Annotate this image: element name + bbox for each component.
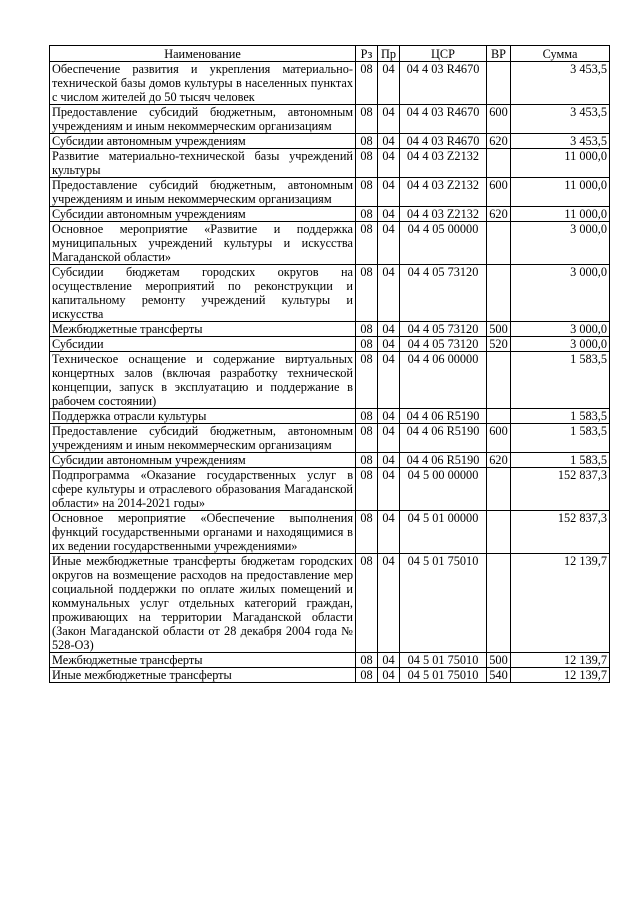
- name-cell: Субсидии бюджетам городских округов на осуществление мероприятий по реконструкции и капитальному ремонту учреждений культуры и искусства: [50, 265, 356, 322]
- csr-cell: 04 4 03 R4670: [400, 62, 487, 105]
- sum-cell: 3 453,5: [511, 105, 610, 134]
- vr-cell: [487, 265, 511, 322]
- rz-cell: 08: [356, 178, 378, 207]
- vr-cell: [487, 62, 511, 105]
- rz-cell: 08: [356, 409, 378, 424]
- rz-cell: 08: [356, 352, 378, 409]
- name-cell: Субсидии автономным учреждениям: [50, 453, 356, 468]
- pr-cell: 04: [378, 178, 400, 207]
- table-row: [50, 222, 610, 265]
- sum-cell: 1 583,5: [511, 409, 610, 424]
- name-cell: Поддержка отрасли культуры: [50, 409, 356, 424]
- csr-cell: 04 5 01 75010: [400, 668, 487, 683]
- table-row: [50, 668, 610, 683]
- vr-cell: 600: [487, 424, 511, 453]
- pr-cell: 04: [378, 105, 400, 134]
- vr-cell: [487, 409, 511, 424]
- name-cell: Межбюджетные трансферты: [50, 322, 356, 337]
- header-name: Наименование: [50, 46, 356, 62]
- vr-cell: 620: [487, 453, 511, 468]
- sum-cell: 11 000,0: [511, 149, 610, 178]
- table-row: [50, 352, 610, 409]
- table-row: [50, 653, 610, 668]
- csr-cell: 04 4 05 73120: [400, 265, 487, 322]
- sum-cell: 1 583,5: [511, 453, 610, 468]
- csr-cell: 04 4 03 Z2132: [400, 207, 487, 222]
- budget-table: [49, 45, 610, 683]
- pr-cell: 04: [378, 149, 400, 178]
- pr-cell: 04: [378, 653, 400, 668]
- rz-cell: 08: [356, 149, 378, 178]
- csr-cell: 04 5 01 75010: [400, 653, 487, 668]
- vr-cell: 540: [487, 668, 511, 683]
- name-cell: Подпрограмма «Оказание государственных услуг в сфере культуры и отраслевого образования Магаданской области» на 2014-2021 годы»: [50, 468, 356, 511]
- sum-cell: 152 837,3: [511, 511, 610, 554]
- header-pr: Пр: [378, 46, 400, 62]
- name-cell: Субсидии автономным учреждениям: [50, 134, 356, 149]
- rz-cell: 08: [356, 668, 378, 683]
- header-rz: Рз: [356, 46, 378, 62]
- vr-cell: 520: [487, 337, 511, 352]
- pr-cell: 04: [378, 352, 400, 409]
- pr-cell: 04: [378, 337, 400, 352]
- table-row: [50, 337, 610, 352]
- csr-cell: 04 4 06 R5190: [400, 453, 487, 468]
- vr-cell: 620: [487, 134, 511, 149]
- vr-cell: 620: [487, 207, 511, 222]
- csr-cell: 04 4 03 R4670: [400, 105, 487, 134]
- table-row: [50, 409, 610, 424]
- pr-cell: 04: [378, 134, 400, 149]
- csr-cell: 04 4 03 R4670: [400, 134, 487, 149]
- vr-cell: 500: [487, 653, 511, 668]
- name-cell: Предоставление субсидий бюджетным, автономным учреждениям и иным некоммерческим организациям: [50, 105, 356, 134]
- pr-cell: 04: [378, 511, 400, 554]
- csr-cell: 04 4 06 R5190: [400, 409, 487, 424]
- table-row: [50, 62, 610, 105]
- vr-cell: [487, 511, 511, 554]
- vr-cell: [487, 468, 511, 511]
- vr-cell: [487, 352, 511, 409]
- sum-cell: 3 000,0: [511, 322, 610, 337]
- name-cell: Субсидии: [50, 337, 356, 352]
- pr-cell: 04: [378, 468, 400, 511]
- table-row: [50, 265, 610, 322]
- rz-cell: 08: [356, 337, 378, 352]
- csr-cell: 04 4 05 00000: [400, 222, 487, 265]
- name-cell: Межбюджетные трансферты: [50, 653, 356, 668]
- header-csr: ЦСР: [400, 46, 487, 62]
- pr-cell: 04: [378, 554, 400, 653]
- rz-cell: 08: [356, 424, 378, 453]
- csr-cell: 04 5 01 00000: [400, 511, 487, 554]
- pr-cell: 04: [378, 62, 400, 105]
- csr-cell: 04 5 00 00000: [400, 468, 487, 511]
- pr-cell: 04: [378, 265, 400, 322]
- sum-cell: 12 139,7: [511, 668, 610, 683]
- rz-cell: 08: [356, 468, 378, 511]
- sum-cell: 12 139,7: [511, 554, 610, 653]
- vr-cell: 600: [487, 105, 511, 134]
- pr-cell: 04: [378, 668, 400, 683]
- name-cell: Техническое оснащение и содержание виртуальных концертных залов (включая разработку технической концепции, запуск в эксплуатацию и поддержание в рабочем состоянии): [50, 352, 356, 409]
- table-row: [50, 207, 610, 222]
- csr-cell: 04 4 03 Z2132: [400, 149, 487, 178]
- sum-cell: 3 000,0: [511, 222, 610, 265]
- header-row: [50, 46, 610, 62]
- name-cell: Основное мероприятие «Обеспечение выполнения функций государственными органами и находящимися в их ведении государственными учреждениями»: [50, 511, 356, 554]
- csr-cell: 04 4 06 R5190: [400, 424, 487, 453]
- name-cell: Иные межбюджетные трансферты бюджетам городских округов на возмещение расходов на предоставление мер социальной поддержки по оплате жилых помещений и коммунальных услуг отдельных категорий граждан, проживающих на территории Магаданской области (Закон Магаданской области от 28 декабря 2004 года № 528-ОЗ): [50, 554, 356, 653]
- name-cell: Обеспечение развития и укрепления материально-технической базы домов культуры в населенных пунктах с числом жителей до 50 тысяч человек: [50, 62, 356, 105]
- table-row: [50, 105, 610, 134]
- rz-cell: 08: [356, 134, 378, 149]
- rz-cell: 08: [356, 222, 378, 265]
- rz-cell: 08: [356, 511, 378, 554]
- sum-cell: 3 453,5: [511, 134, 610, 149]
- header-sum: Сумма: [511, 46, 610, 62]
- rz-cell: 08: [356, 207, 378, 222]
- rz-cell: 08: [356, 62, 378, 105]
- table-row: [50, 322, 610, 337]
- vr-cell: [487, 222, 511, 265]
- rz-cell: 08: [356, 105, 378, 134]
- pr-cell: 04: [378, 322, 400, 337]
- rz-cell: 08: [356, 453, 378, 468]
- table-row: [50, 511, 610, 554]
- table-row: [50, 453, 610, 468]
- rz-cell: 08: [356, 322, 378, 337]
- sum-cell: 12 139,7: [511, 653, 610, 668]
- pr-cell: 04: [378, 424, 400, 453]
- rz-cell: 08: [356, 653, 378, 668]
- csr-cell: 04 4 06 00000: [400, 352, 487, 409]
- vr-cell: 600: [487, 178, 511, 207]
- sum-cell: 3 000,0: [511, 265, 610, 322]
- name-cell: Основное мероприятие «Развитие и поддержка муниципальных учреждений культуры и искусства Магаданской области»: [50, 222, 356, 265]
- table-row: [50, 424, 610, 453]
- vr-cell: [487, 149, 511, 178]
- pr-cell: 04: [378, 409, 400, 424]
- sum-cell: 152 837,3: [511, 468, 610, 511]
- csr-cell: 04 5 01 75010: [400, 554, 487, 653]
- name-cell: Субсидии автономным учреждениям: [50, 207, 356, 222]
- sum-cell: 3 453,5: [511, 62, 610, 105]
- sum-cell: 3 000,0: [511, 337, 610, 352]
- csr-cell: 04 4 05 73120: [400, 337, 487, 352]
- sum-cell: 11 000,0: [511, 178, 610, 207]
- rz-cell: 08: [356, 554, 378, 653]
- vr-cell: [487, 554, 511, 653]
- csr-cell: 04 4 03 Z2132: [400, 178, 487, 207]
- name-cell: Развитие материально-технической базы учреждений культуры: [50, 149, 356, 178]
- csr-cell: 04 4 05 73120: [400, 322, 487, 337]
- table-row: [50, 554, 610, 653]
- pr-cell: 04: [378, 222, 400, 265]
- name-cell: Иные межбюджетные трансферты: [50, 668, 356, 683]
- name-cell: Предоставление субсидий бюджетным, автономным учреждениям и иным некоммерческим организациям: [50, 424, 356, 453]
- sum-cell: 1 583,5: [511, 424, 610, 453]
- table-row: [50, 134, 610, 149]
- pr-cell: 04: [378, 453, 400, 468]
- table-row: [50, 468, 610, 511]
- rz-cell: 08: [356, 265, 378, 322]
- sum-cell: 1 583,5: [511, 352, 610, 409]
- table-row: [50, 178, 610, 207]
- header-vr: ВР: [487, 46, 511, 62]
- sum-cell: 11 000,0: [511, 207, 610, 222]
- pr-cell: 04: [378, 207, 400, 222]
- name-cell: Предоставление субсидий бюджетным, автономным учреждениям и иным некоммерческим организациям: [50, 178, 356, 207]
- table-row: [50, 149, 610, 178]
- vr-cell: 500: [487, 322, 511, 337]
